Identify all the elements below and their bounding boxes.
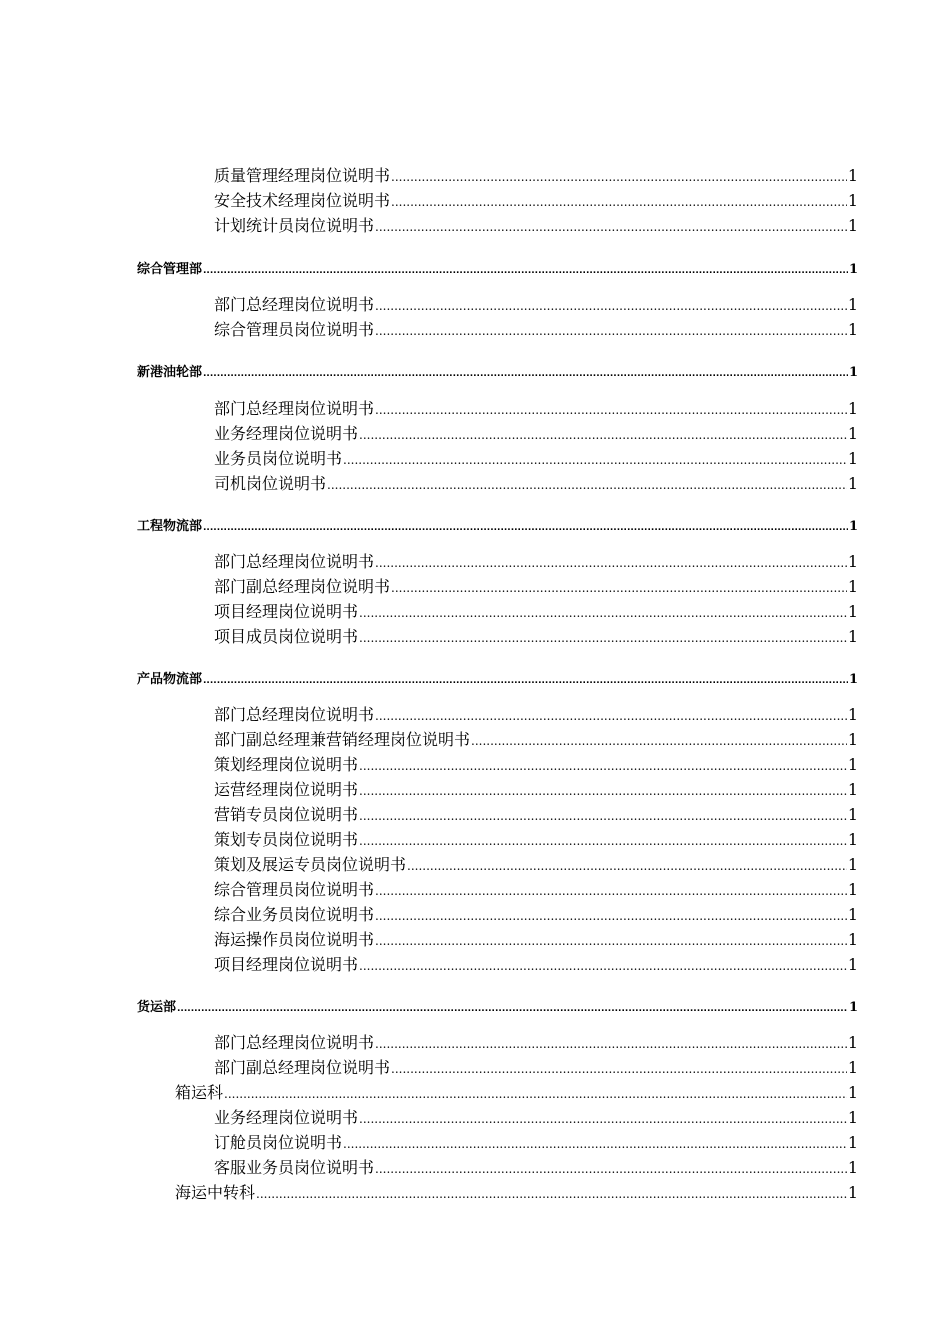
dot-leader [375,934,847,948]
toc-entry-label: 海运中转科 [175,1183,256,1202]
toc-entry[interactable] [214,877,858,900]
toc-page-number: 1 [847,1133,858,1152]
toc-entry[interactable] [214,471,858,494]
toc-page-number: 1 [848,262,858,277]
dot-leader [375,709,847,723]
toc-entry-label: 部门副总经理岗位说明书 [214,577,391,596]
toc-entry-label: 项目成员岗位说明书 [214,627,359,646]
dot-leader [359,809,847,823]
toc-page-number: 1 [847,216,858,235]
toc-entry-label: 海运操作员岗位说明书 [214,930,375,949]
toc-entry-label: 货运部 [137,1000,177,1015]
toc-entry-label: 部门副总经理兼营销经理岗位说明书 [214,730,471,749]
toc-page-number: 1 [847,1058,858,1077]
dot-leader [177,1004,848,1014]
toc-entry-label: 业务经理岗位说明书 [214,1108,359,1127]
toc-entry[interactable] [175,1180,858,1203]
toc-page-number: 1 [847,191,858,210]
dot-leader [359,959,847,973]
toc-page-number: 1 [847,449,858,468]
dot-leader [375,299,847,313]
toc-entry[interactable] [175,1080,858,1103]
toc-entry-label: 质量管理经理岗位说明书 [214,166,391,185]
toc-entry-label: 产品物流部 [137,672,203,687]
toc-page-number: 1 [847,602,858,621]
toc-page-number: 1 [847,755,858,774]
toc-entry-label: 客服业务员岗位说明书 [214,1158,375,1177]
toc-entry[interactable] [214,599,858,622]
dot-leader [375,556,847,570]
toc-entry[interactable] [214,1105,858,1128]
toc-entry-label: 部门总经理岗位说明书 [214,295,375,314]
dot-leader [375,1162,847,1176]
toc-entry-label: 部门副总经理岗位说明书 [214,1058,391,1077]
dot-leader [375,1037,847,1051]
toc-entry-label: 综合管理部 [137,262,203,277]
toc-entry[interactable] [214,777,858,800]
toc-entry[interactable] [214,852,858,875]
toc-entry[interactable] [214,802,858,825]
toc-entry-label: 综合管理员岗位说明书 [214,320,375,339]
toc-page-number: 1 [847,627,858,646]
toc-entry-label: 综合管理员岗位说明书 [214,880,375,899]
toc-entry-label: 业务员岗位说明书 [214,449,343,468]
dot-leader [203,676,848,686]
toc-entry[interactable] [214,624,858,647]
toc-entry[interactable] [214,1030,858,1053]
toc-page-number: 1 [847,905,858,924]
dot-leader [375,909,847,923]
dot-leader [391,1062,847,1076]
dot-leader [375,884,847,898]
toc-page-number: 1 [847,805,858,824]
toc-entry-label: 项目经理岗位说明书 [214,955,359,974]
toc-entry-label: 计划统计员岗位说明书 [214,216,375,235]
dot-leader [224,1087,847,1101]
dot-leader [407,859,847,873]
toc-entry[interactable] [214,827,858,850]
toc-entry-label: 订舱员岗位说明书 [214,1133,343,1152]
toc-page-number: 1 [848,519,858,534]
toc-page-number: 1 [847,780,858,799]
toc-entry-label: 综合业务员岗位说明书 [214,905,375,924]
dot-leader [343,1137,847,1151]
toc-page-number: 1 [847,424,858,443]
toc-page-number: 1 [847,1183,858,1202]
dot-leader [391,170,847,184]
toc-entry[interactable] [214,902,858,925]
toc-entry-label: 营销专员岗位说明书 [214,805,359,824]
toc-entry[interactable] [214,702,858,725]
dot-leader [327,478,847,492]
toc-page-number: 1 [848,365,858,380]
dot-leader [375,403,847,417]
toc-page-number: 1 [847,955,858,974]
dot-leader [203,266,848,276]
toc-page-number: 1 [847,320,858,339]
toc-entry[interactable] [214,574,858,597]
toc-entry-label: 运营经理岗位说明书 [214,780,359,799]
toc-page-number: 1 [847,399,858,418]
dot-leader [203,523,848,533]
toc-section-entry[interactable] [137,361,858,380]
toc-page-number: 1 [847,166,858,185]
dot-leader [471,734,847,748]
toc-page-number: 1 [848,1000,858,1015]
toc-page-number: 1 [847,855,858,874]
toc-page-number: 1 [847,1083,858,1102]
toc-entry[interactable] [214,213,858,236]
toc-entry[interactable] [214,188,858,211]
toc-entry-label: 部门总经理岗位说明书 [214,399,375,418]
dot-leader [343,453,847,467]
toc-page-number: 1 [847,1108,858,1127]
dot-leader [375,220,847,234]
toc-entry[interactable] [214,1155,858,1178]
toc-page-number: 1 [847,295,858,314]
dot-leader [359,428,847,442]
toc-entry[interactable] [214,317,858,340]
toc-page-number: 1 [847,830,858,849]
toc-entry-label: 箱运科 [175,1083,224,1102]
toc-entry-label: 策划及展运专员岗位说明书 [214,855,407,874]
toc-entry-label: 司机岗位说明书 [214,474,327,493]
toc-section-entry[interactable] [137,996,858,1015]
dot-leader [375,324,847,338]
toc-entry[interactable] [214,396,858,419]
toc-entry-label: 项目经理岗位说明书 [214,602,359,621]
dot-leader [391,195,847,209]
dot-leader [203,369,848,379]
toc-entry-label: 策划专员岗位说明书 [214,830,359,849]
toc-entry[interactable] [214,292,858,315]
toc-entry-label: 部门总经理岗位说明书 [214,1033,375,1052]
toc-section-entry[interactable] [137,515,858,534]
toc-entry-label: 新港油轮部 [137,365,203,380]
toc-page-number: 1 [847,930,858,949]
toc-entry[interactable] [214,163,858,186]
dot-leader [256,1187,847,1201]
toc-entry[interactable] [214,752,858,775]
toc-entry-label: 部门总经理岗位说明书 [214,705,375,724]
toc-page-number: 1 [848,672,858,687]
toc-entry[interactable] [214,727,858,750]
toc-entry[interactable] [214,446,858,469]
toc-page-number: 1 [847,730,858,749]
toc-entry[interactable] [214,421,858,444]
toc-entry[interactable] [214,549,858,572]
toc-entry[interactable] [214,927,858,950]
toc-section-entry[interactable] [137,668,858,687]
toc-entry-label: 工程物流部 [137,519,203,534]
toc-entry[interactable] [214,1055,858,1078]
toc-page-number: 1 [847,880,858,899]
dot-leader [359,834,847,848]
toc-entry-label: 安全技术经理岗位说明书 [214,191,391,210]
dot-leader [359,606,847,620]
toc-page-number: 1 [847,577,858,596]
toc-page-number: 1 [847,1158,858,1177]
toc-entry[interactable] [214,1130,858,1153]
dot-leader [359,1112,847,1126]
dot-leader [359,631,847,645]
toc-page-number: 1 [847,474,858,493]
toc-page-number: 1 [847,1033,858,1052]
toc-page-number: 1 [847,552,858,571]
dot-leader [359,784,847,798]
toc-entry-label: 业务经理岗位说明书 [214,424,359,443]
dot-leader [391,581,847,595]
toc-page-number: 1 [847,705,858,724]
toc-section-entry[interactable] [137,258,858,277]
toc-entry[interactable] [214,952,858,975]
toc-entry-label: 策划经理岗位说明书 [214,755,359,774]
dot-leader [359,759,847,773]
toc-entry-label: 部门总经理岗位说明书 [214,552,375,571]
